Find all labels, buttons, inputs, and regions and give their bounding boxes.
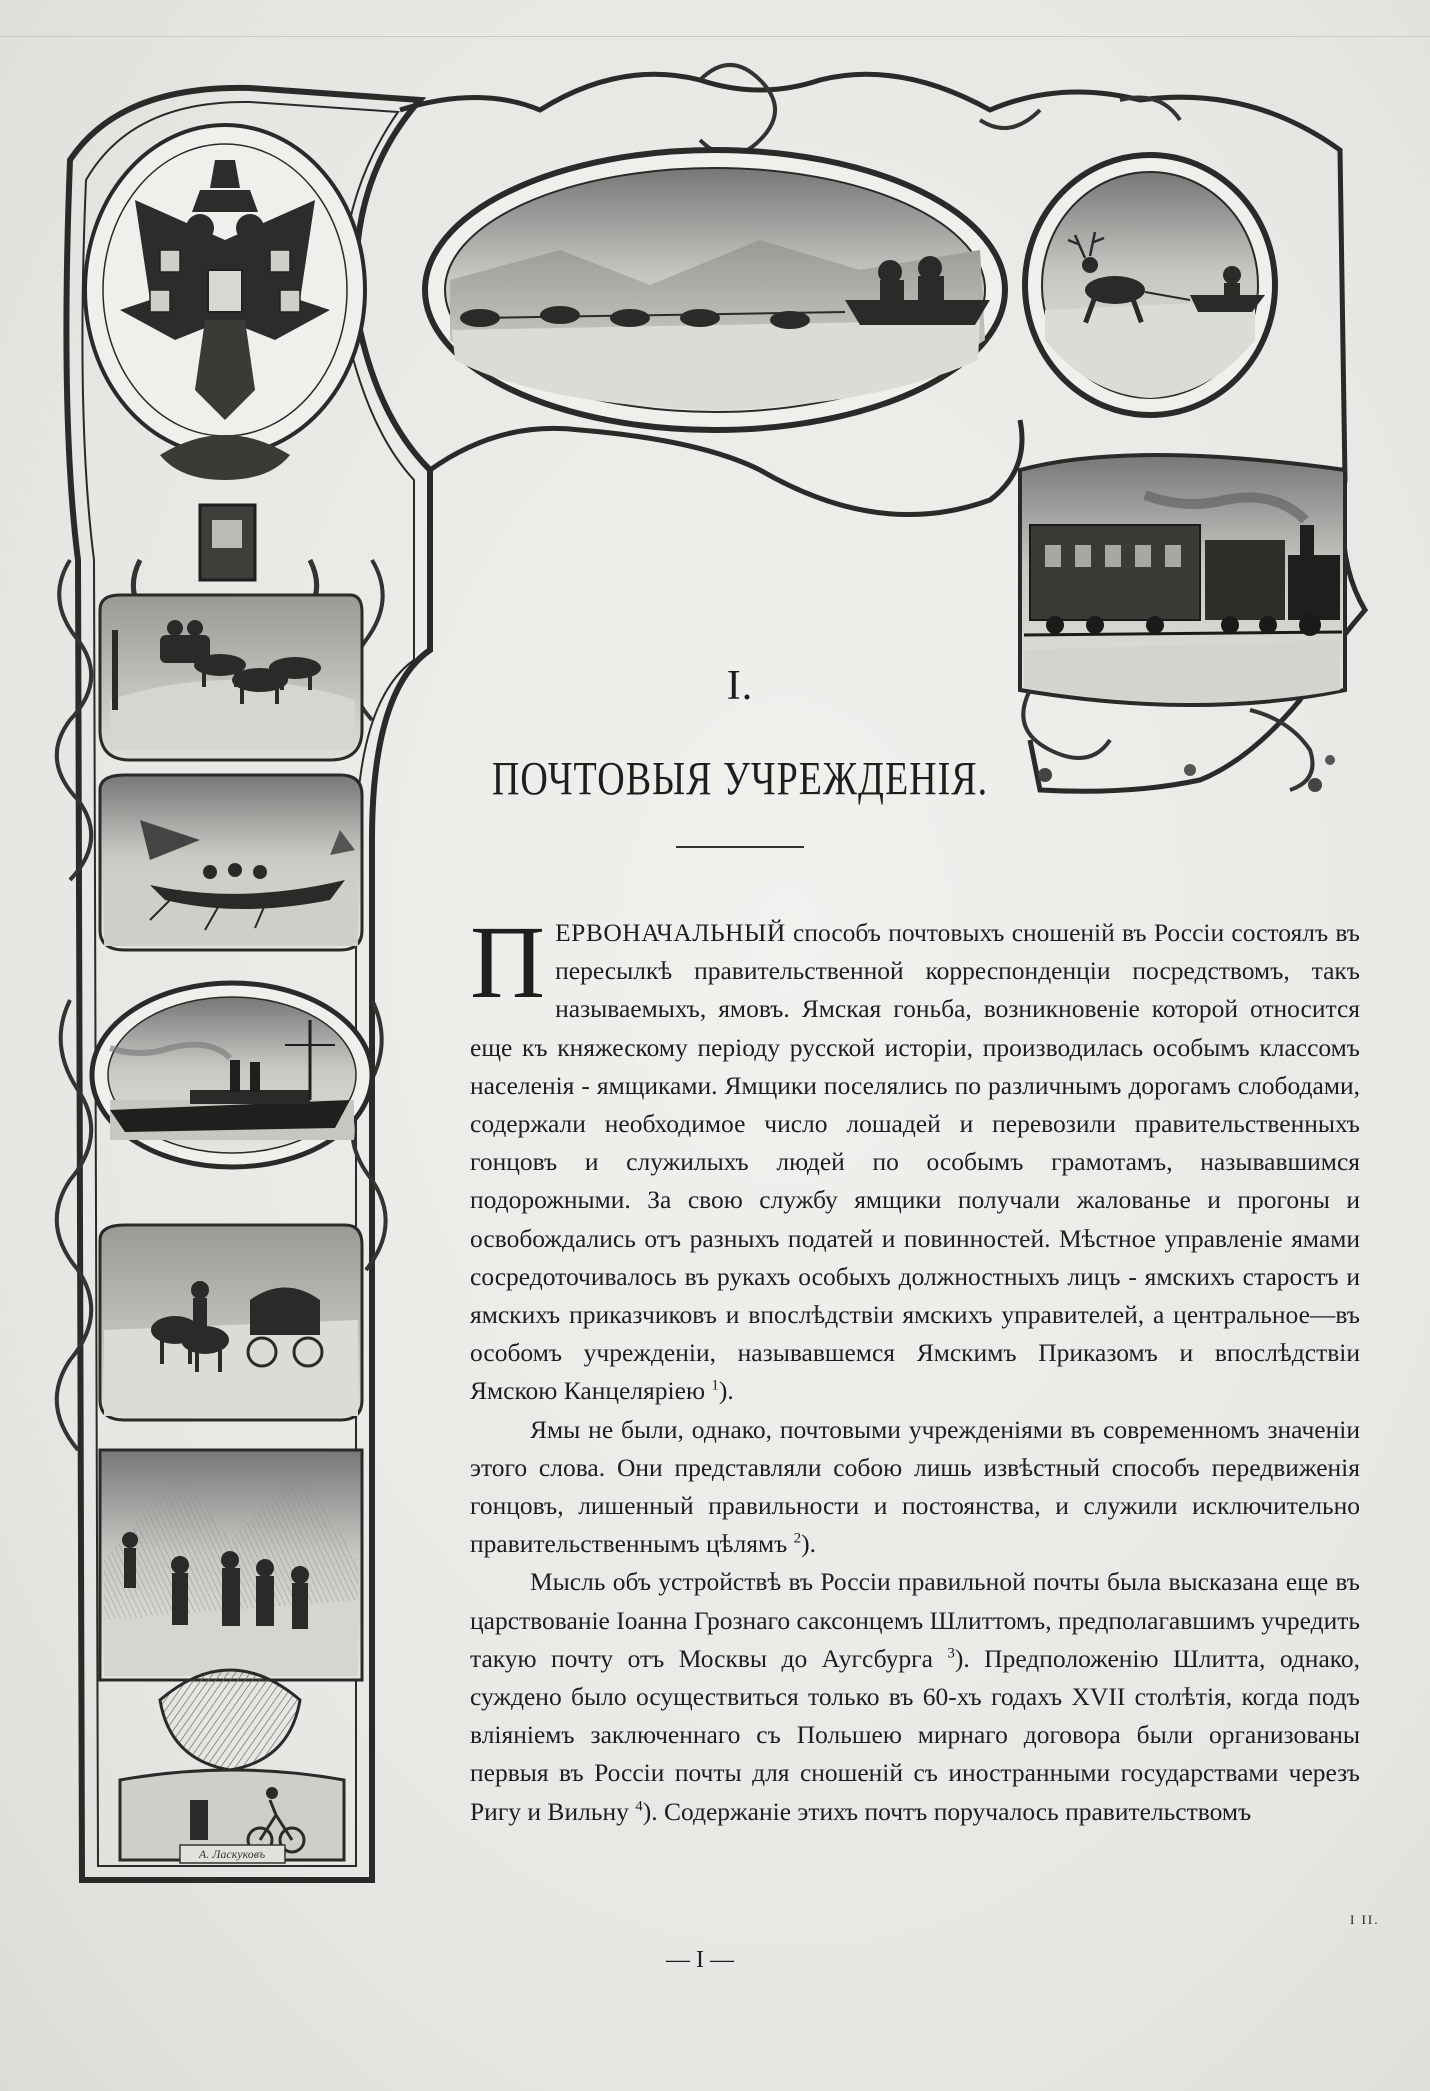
- signature-mark: I II.: [1350, 1912, 1380, 1927]
- lead-word: ЕРВОНАЧАЛЬНЫЙ: [555, 918, 786, 947]
- paragraph-2: [470, 1411, 1360, 1564]
- paragraph-text: Мысль объ устройствѣ въ Россіи правильной почты была высказана еще въ царствованіе Іоанна Грознаго саксонцемъ Шлиттомъ, предполагавшимъ учредить такую почту отъ Москвы до Аугсбурга: [470, 1567, 1360, 1673]
- steamship-vignette: [92, 983, 372, 1167]
- paragraph-1: [470, 905, 1360, 1411]
- body-text: [470, 905, 1360, 1831]
- paragraph-text: Ямы не были, однако, почтовыми учрежденіями въ современномъ значеніи этого слова. Они представляли собою лишь извѣстный способъ передвиженія гонцовъ, лишенный правильности и постоянства, и служили исключительно правительственнымъ цѣлямъ: [470, 1414, 1360, 1559]
- page-number: — I —: [666, 1947, 734, 1973]
- drop-cap: П: [470, 905, 546, 1020]
- paragraph-tail: ).: [718, 1376, 734, 1406]
- paragraph-middle: ). Предположенію Шлитта, однако, суждено было осуществиться только въ 60-хъ годахъ XVII столѣтія, когда подъ вліяніемъ заключеннаго съ Польшею мирнаго договора были организованы первыя въ Россіи почты для сношеній съ иностранными государствами черезъ Ригу и Вильну: [470, 1643, 1360, 1826]
- ox-cart-vignette: [100, 1225, 362, 1420]
- footnote-ref[interactable]: 4: [635, 1798, 643, 1815]
- artist-signature: А. Ласкуковъ: [198, 1847, 266, 1861]
- chapter-number: I.: [726, 663, 754, 709]
- mail-train-vignette: [1020, 455, 1345, 705]
- reindeer-sled-vignette: [1025, 155, 1275, 415]
- footnote-ref[interactable]: 2: [793, 1530, 802, 1547]
- troika-vignette: [100, 595, 362, 760]
- chapter-title: ПОЧТОВЫЯ УЧРЕЖДЕНІЯ.: [491, 753, 989, 806]
- dog-sled-vignette: [425, 150, 1005, 430]
- paragraph-3: [470, 1563, 1360, 1830]
- footnote-ref[interactable]: 1: [711, 1377, 719, 1394]
- coat-of-arms-icon: [85, 125, 365, 455]
- paragraph-tail: ).: [801, 1529, 817, 1559]
- mountain-travelers-vignette: [100, 1450, 362, 1680]
- title-divider: [676, 846, 804, 848]
- paragraph-text: способъ почтовыхъ сношеній въ Россіи состоялъ въ пересылкѣ правительственной корреспонденціи посредствомъ, такъ называемыхъ, ямовъ. Ямская гоньба, возникновеніе которой относится еще къ княжескому періоду русской исторіи, производилась особымъ классомъ населенія - ямщиками. Ямщики поселялись по различнымъ дорогамъ слободами, содержали необходимое число лошадей и перевозили правительственныхъ гонцовъ и служилыхъ людей по особымъ грамотамъ, называвшимся подорожными. За свою службу ямщики получали жалованье и прогоны и освобождались отъ разныхъ податей и повинностей. Мѣстное управленіе ямами сосредоточивалось въ рукахъ особыхъ должностныхъ лицъ - ямскихъ старостъ и ямскихъ приказчиковъ и впослѣдствіи ямскихъ управителей, а центральное—въ особомъ учрежденіи, называвшемся Ямскимъ Приказомъ и впослѣдствіи Ямскою Канцеляріею: [470, 918, 1360, 1406]
- rowing-boat-vignette: [100, 775, 362, 950]
- footnote-ref[interactable]: 3: [947, 1645, 955, 1662]
- paragraph-tail: ). Содержаніе этихъ почтъ поручалось правительствомъ: [642, 1796, 1252, 1826]
- cyclist-vignette: [120, 1670, 344, 1863]
